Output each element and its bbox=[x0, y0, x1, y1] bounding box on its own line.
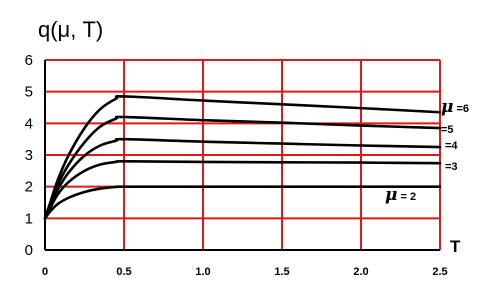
chart-title: q(μ, T) bbox=[38, 17, 104, 42]
series-line bbox=[45, 96, 440, 218]
series-label: =5 bbox=[441, 124, 454, 136]
series-line bbox=[45, 161, 440, 218]
series-line bbox=[45, 139, 440, 218]
x-tick-label: 2.5 bbox=[432, 266, 448, 278]
x-tick-label: 0 bbox=[41, 266, 49, 278]
grid bbox=[45, 60, 440, 250]
y-tick-label: 4 bbox=[24, 115, 33, 133]
tick-labels bbox=[25, 52, 448, 278]
series-label: =3 bbox=[445, 161, 458, 173]
x-tick-label: 2.0 bbox=[353, 266, 369, 278]
x-axis-label: T bbox=[450, 237, 461, 256]
series-labels bbox=[385, 97, 469, 205]
series-label: μ = 2 bbox=[385, 185, 417, 205]
x-tick-label: 1.5 bbox=[274, 266, 290, 278]
y-tick-label: 1 bbox=[24, 210, 33, 228]
y-tick-label: 2 bbox=[24, 178, 33, 196]
y-tick-label: 6 bbox=[24, 52, 33, 69]
x-tick-label: 0.5 bbox=[116, 266, 132, 278]
series-line bbox=[45, 117, 440, 218]
y-tick-label: 5 bbox=[24, 83, 33, 101]
series-label: =4 bbox=[445, 140, 458, 152]
series-line bbox=[45, 187, 440, 219]
y-tick-label: 0 bbox=[24, 242, 33, 259]
y-tick-label: 3 bbox=[24, 147, 33, 164]
series-lines bbox=[45, 96, 440, 218]
x-tick-label: 1.0 bbox=[195, 266, 211, 278]
series-label: μ =6 bbox=[441, 97, 470, 117]
